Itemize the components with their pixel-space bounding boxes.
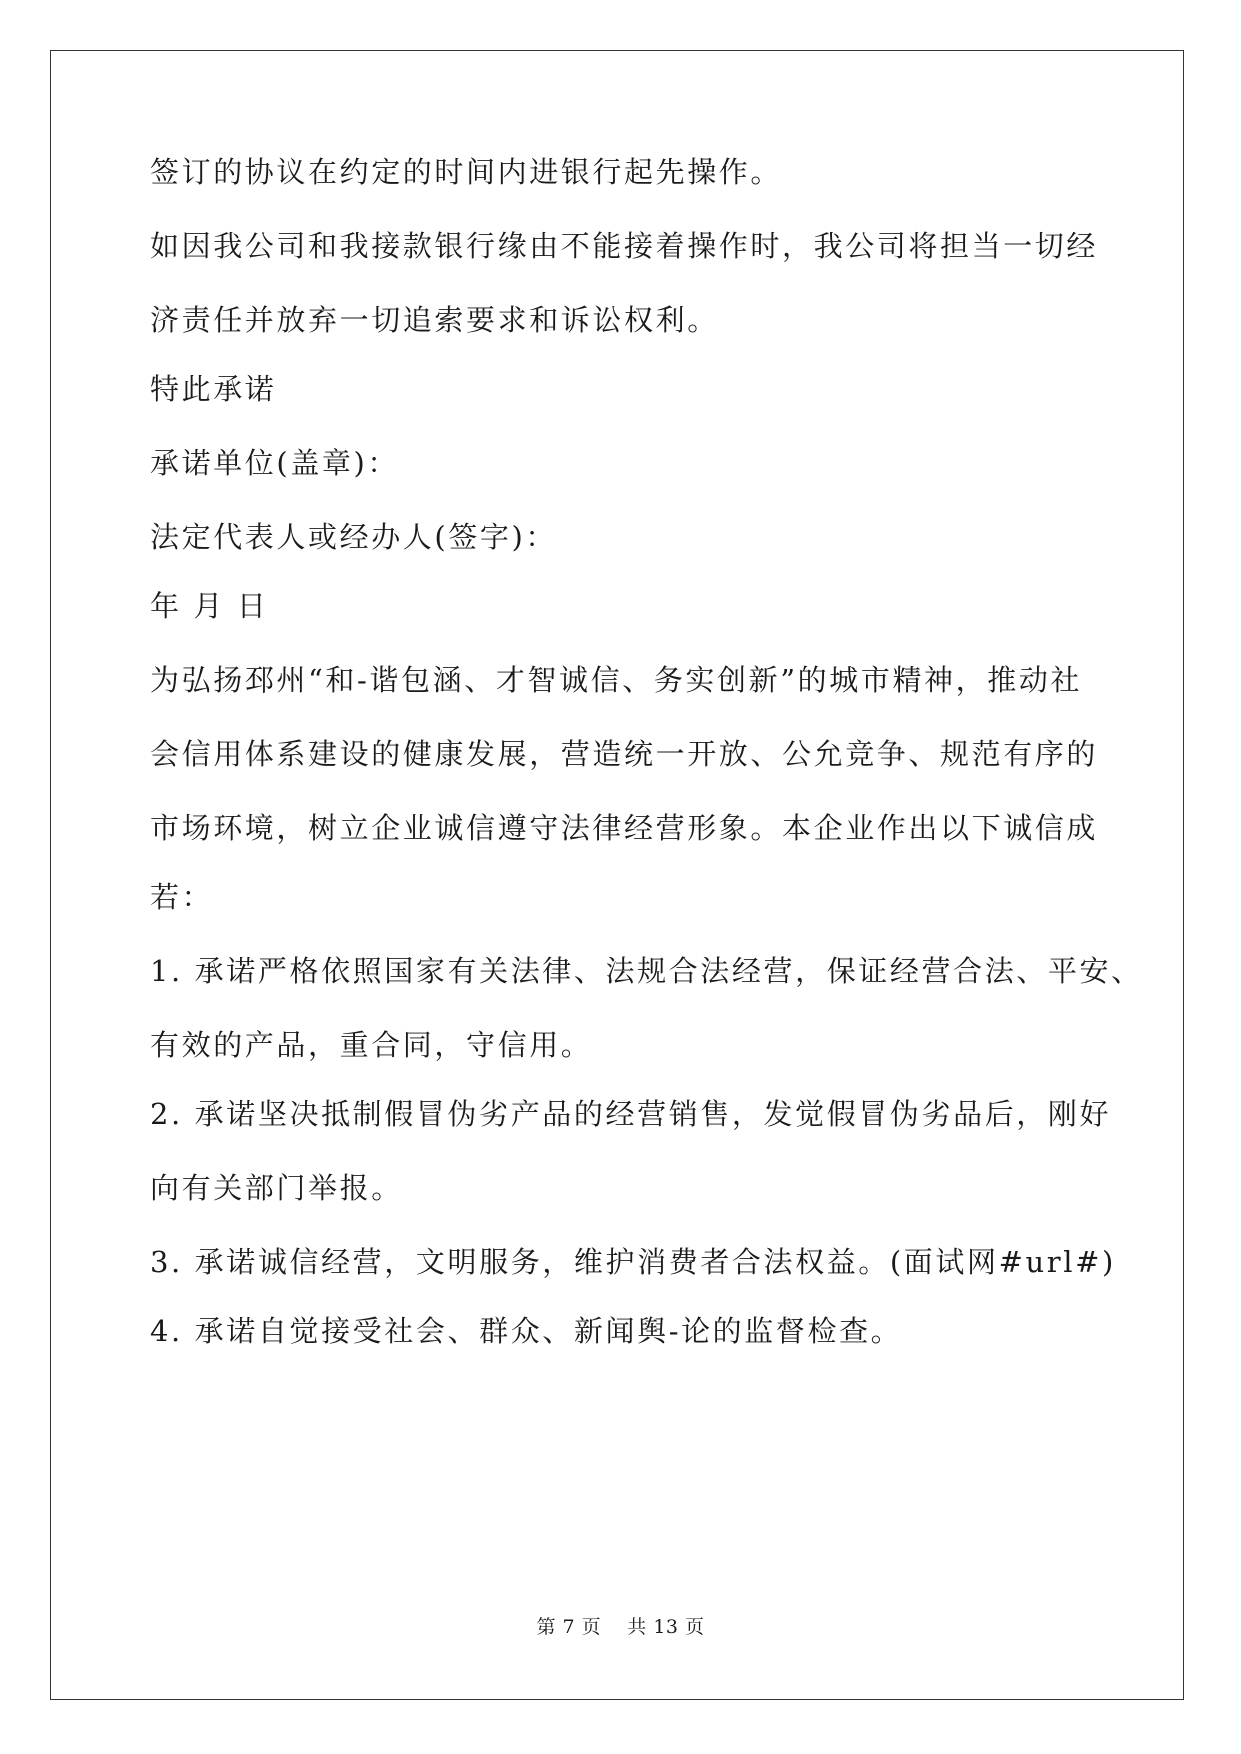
page-border (50, 50, 1184, 1700)
text-line: 市场环境，树立企业诚信遵守法律经营形象。本企业作出以下诚信成 (150, 811, 1099, 845)
text-line: 特此承诺 (150, 372, 277, 406)
text-line: 法定代表人或经办人(签字)： (150, 520, 558, 554)
text-line: 有效的产品，重合同，守信用。 (150, 1028, 593, 1062)
text-line: 承诺单位(盖章)： (150, 446, 400, 480)
page-number: 第 7 页 共 13 页 (536, 1616, 705, 1638)
text-line: 2. 承诺坚决抵制假冒伪劣产品的经营销售，发觉假冒伪劣品后，刚好 (150, 1097, 1112, 1131)
text-line: 1. 承诺严格依照国家有关法律、法规合法经营，保证经营合法、平安、 (150, 954, 1143, 988)
text-line: 年 月 日 (150, 589, 269, 623)
text-line: 济责任并放弃一切追索要求和诉讼权利。 (150, 303, 719, 337)
text-line: 会信用体系建设的健康发展，营造统一开放、公允竞争、规范有序的 (150, 737, 1099, 771)
text-line: 签订的协议在约定的时间内进银行起先操作。 (150, 155, 783, 189)
text-line: 4. 承诺自觉接受社会、群众、新闻舆-论的监督检查。 (150, 1314, 903, 1348)
text-line: 向有关部门举报。 (150, 1171, 403, 1205)
text-line: 若： (150, 880, 214, 914)
text-line: 3. 承诺诚信经营，文明服务，维护消费者合法权益。(面试网#url#) (150, 1245, 1116, 1279)
text-line: 如因我公司和我接款银行缘由不能接着操作时，我公司将担当一切经 (150, 229, 1099, 263)
text-line: 为弘扬邳州“和-谐包涵、才智诚信、务实创新”的城市精神，推动社 (150, 663, 1083, 697)
